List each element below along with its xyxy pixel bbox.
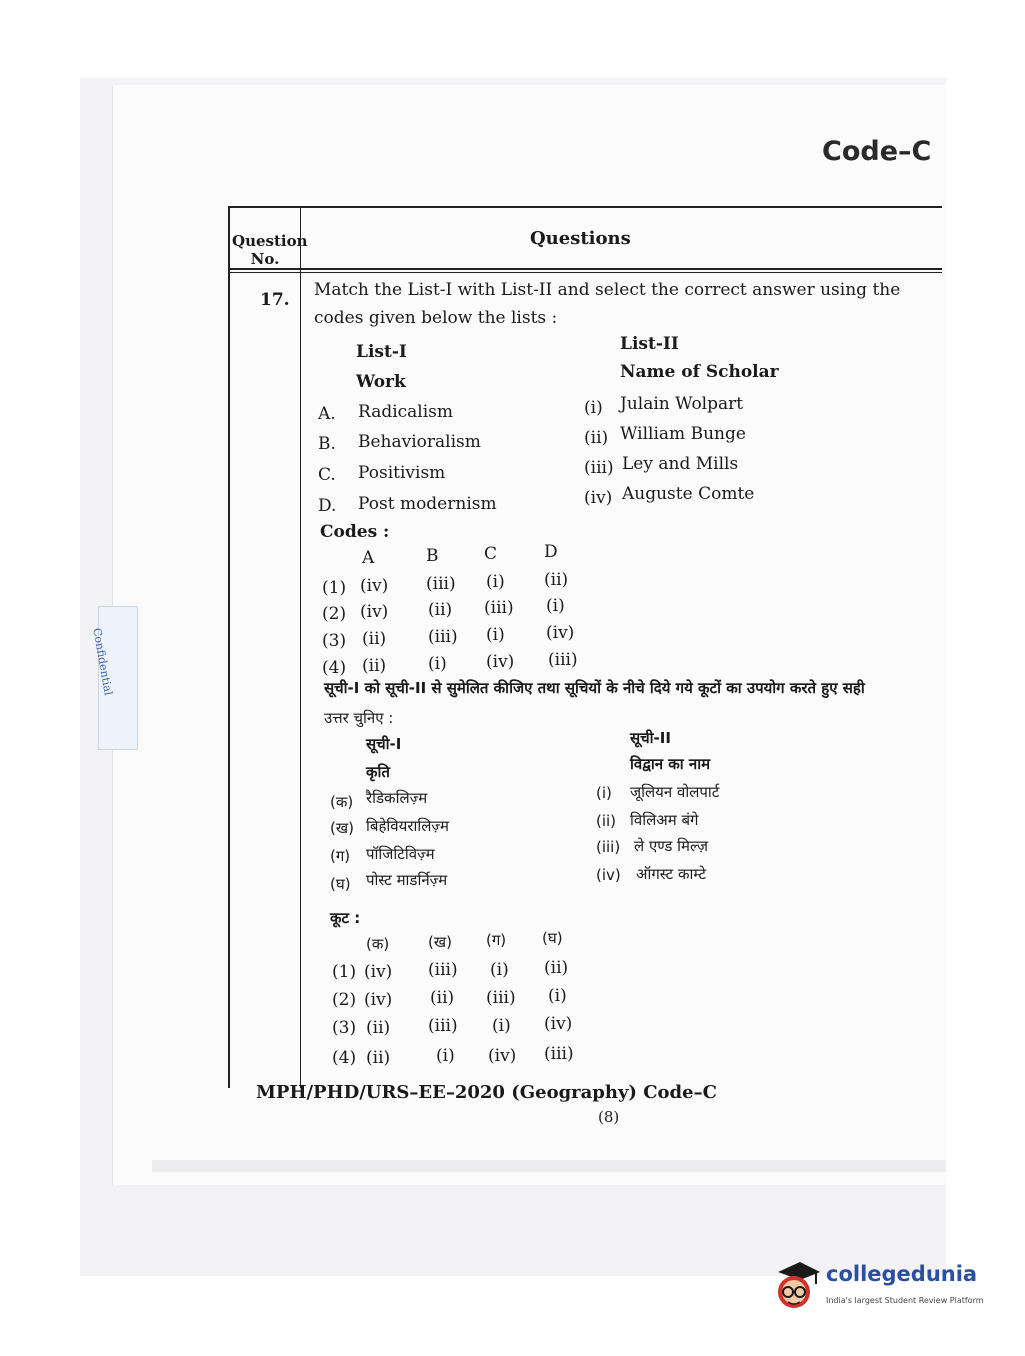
hindi-code-option: (1) [332, 962, 357, 982]
paper-edge [152, 1160, 946, 1172]
header-divider [230, 268, 942, 270]
codes-col-header: D [544, 542, 558, 562]
header-divider-double [230, 272, 942, 273]
hindi-list1-subtitle: कृति [366, 763, 390, 781]
collegedunia-logo [770, 1252, 990, 1322]
question-number: 17. [260, 290, 290, 310]
hindi-list1-key: (घ) [330, 875, 351, 893]
code-value: (iv) [360, 602, 389, 622]
hindi-code-value: (iii) [428, 960, 458, 980]
hindi-list2-item: ले एण्ड मिल्ज़ [634, 837, 709, 855]
code-value: (i) [486, 625, 505, 645]
hindi-list1-key: (ग) [330, 847, 351, 865]
hindi-code-value: (iv) [364, 990, 393, 1010]
question-prompt-line1: Match the List-I with List-II and select the correct answer using the [314, 280, 901, 300]
list2-item: William Bunge [620, 424, 746, 444]
code-option: (2) [322, 604, 347, 624]
code-value: (i) [486, 572, 505, 592]
hindi-code-value: (i) [548, 986, 567, 1006]
exam-footer: MPH/PHD/URS–EE–2020 (Geography) Code–C [256, 1082, 717, 1103]
list2-title: List-II [620, 334, 679, 354]
hindi-list2-item: विलिअम बंगे [630, 811, 699, 829]
question-no-header: Question No. [232, 232, 308, 268]
code-option: (3) [322, 631, 347, 651]
hindi-code-value: (i) [436, 1046, 455, 1066]
hindi-code-value: (iv) [488, 1046, 517, 1066]
hindi-list1-key: (क) [330, 793, 354, 811]
hindi-code-value: (iv) [364, 962, 393, 982]
hindi-list2-key: (i) [596, 784, 612, 802]
hindi-code-option: (4) [332, 1048, 357, 1068]
code-value: (iii) [484, 598, 514, 618]
hindi-codes-col-header: (ग) [486, 931, 507, 949]
list2-key: (iii) [584, 458, 614, 478]
hindi-code-value: (iii) [428, 1016, 458, 1036]
hindi-codes-label: कूट : [330, 909, 361, 927]
column-divider [300, 208, 301, 1088]
logo-name: collegedunia [826, 1262, 978, 1286]
hindi-code-value: (iii) [544, 1044, 574, 1064]
list2-key: (i) [584, 398, 603, 418]
list1-item: Positivism [358, 463, 446, 483]
hindi-list2-key: (ii) [596, 812, 617, 830]
hindi-prompt-line2: उत्तर चुनिए : [324, 709, 394, 727]
hindi-list2-subtitle: विद्वान का नाम [630, 755, 711, 773]
codes-col-header: A [362, 548, 375, 568]
hindi-codes-col-header: (घ) [542, 929, 563, 947]
questions-header: Questions [530, 228, 631, 249]
code-option: (4) [322, 658, 347, 678]
list1-item: Radicalism [358, 402, 454, 422]
codes-label: Codes : [320, 522, 390, 542]
hindi-list2-item: ऑगस्ट काम्टे [636, 865, 707, 883]
list1-key: B. [318, 434, 336, 454]
code-value: (iv) [546, 623, 575, 643]
hindi-code-value: (iii) [486, 988, 516, 1008]
hindi-code-value: (i) [490, 960, 509, 980]
code-value: (iv) [486, 652, 515, 672]
list1-key: A. [318, 404, 336, 424]
hindi-list2-key: (iv) [596, 866, 621, 884]
hindi-code-option: (2) [332, 990, 357, 1010]
code-value: (iii) [426, 574, 456, 594]
code-value: (ii) [362, 656, 387, 676]
code-value: (i) [428, 654, 447, 674]
hindi-codes-col-header: (क) [366, 935, 390, 953]
hindi-prompt-line1: सूची-I को सूची-II से सुमेलित कीजिए तथा सूचियों के नीचे दिये गये कूटों का उपयोग करते हुए सही [324, 679, 865, 697]
hindi-codes-col-header: (ख) [428, 933, 452, 951]
hindi-list1-item: बिहेवियरालिज़्म [366, 817, 449, 835]
hindi-list2-title: सूची-II [630, 729, 671, 747]
hindi-code-value: (ii) [366, 1048, 391, 1068]
hindi-list1-item: पोस्ट माडर्निज़्म [366, 871, 448, 889]
code-option: (1) [322, 578, 347, 598]
code-value: (i) [546, 596, 565, 616]
list2-item: Julain Wolpart [620, 394, 744, 414]
list1-item: Post modernism [358, 494, 497, 514]
paper-code: Code–C [822, 136, 932, 167]
list2-key: (ii) [584, 428, 609, 448]
page-number: (8) [598, 1108, 620, 1126]
list2-subtitle: Name of Scholar [620, 362, 779, 382]
code-value: (iv) [360, 576, 389, 596]
hindi-list2-item: जूलियन वोलपार्ट [630, 783, 720, 801]
code-value: (ii) [544, 570, 569, 590]
code-value: (ii) [362, 629, 387, 649]
list1-key: C. [318, 465, 336, 485]
code-value: (iii) [428, 627, 458, 647]
code-value: (ii) [428, 600, 453, 620]
list1-key: D. [318, 496, 337, 516]
hindi-list2-key: (iii) [596, 838, 621, 856]
hindi-code-value: (ii) [366, 1018, 391, 1038]
logo-tagline: India's largest Student Review Platform [826, 1296, 984, 1305]
hindi-code-value: (ii) [544, 958, 569, 978]
hindi-list1-item: पॉजिटिविज़्म [366, 845, 435, 863]
hindi-list1-item: रैडिकलिज़्म [366, 789, 428, 807]
hindi-list1-title: सूची-I [366, 735, 402, 753]
confidential-tab [90, 606, 138, 750]
list1-subtitle: Work [356, 372, 406, 392]
hindi-code-value: (ii) [430, 988, 455, 1008]
hindi-code-value: (iv) [544, 1014, 573, 1034]
codes-col-header: B [426, 546, 439, 566]
question-prompt-line2: codes given below the lists : [314, 308, 558, 328]
list1-item: Behavioralism [358, 432, 481, 452]
mascot-icon [770, 1260, 820, 1312]
codes-col-header: C [484, 544, 498, 564]
code-value: (iii) [548, 650, 578, 670]
question-table [228, 206, 942, 1088]
hindi-code-value: (i) [492, 1016, 511, 1036]
confidential-tab-text: Confidential [90, 627, 115, 697]
list2-item: Auguste Comte [622, 484, 755, 504]
list2-item: Ley and Mills [622, 454, 739, 474]
hindi-code-option: (3) [332, 1018, 357, 1038]
list1-title: List-I [356, 342, 407, 362]
hindi-list1-key: (ख) [330, 819, 354, 837]
list2-key: (iv) [584, 488, 613, 508]
